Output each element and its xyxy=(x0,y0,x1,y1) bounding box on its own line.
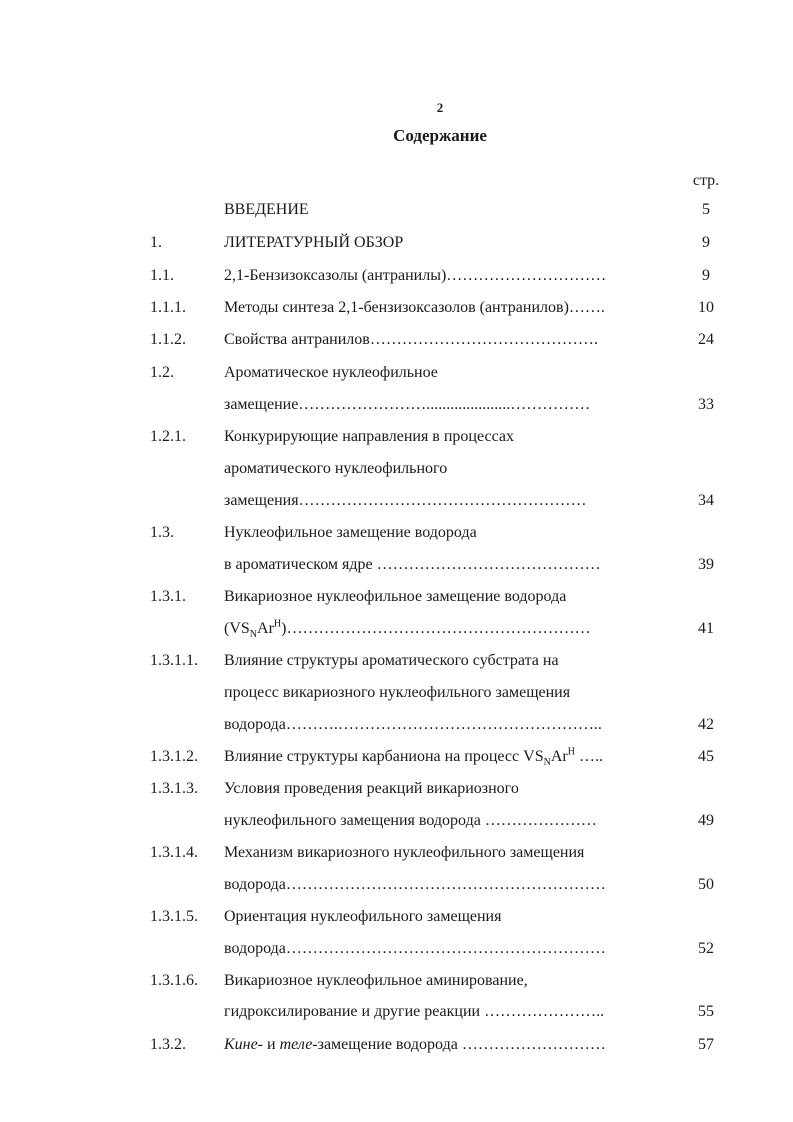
toc-entry xyxy=(150,328,750,352)
toc-entry xyxy=(150,521,750,545)
toc-entry-title: Влияние структуры ароматического субстрата на xyxy=(224,652,559,669)
toc-entry xyxy=(150,361,750,385)
toc-entry-number: 1.1.2. xyxy=(150,331,186,348)
toc-entry-title: водорода…………………………………………………… xyxy=(224,940,606,957)
toc-entry-title: процесс викариозного нуклеофильного замещения xyxy=(224,684,571,701)
toc-entry-number: 1.3.1.4. xyxy=(150,844,198,861)
toc-entry-number: 1.3.2. xyxy=(150,1036,186,1053)
toc-entry-page: 57 xyxy=(698,1036,714,1053)
page-title: Содержание xyxy=(393,126,487,145)
toc-entry-page: 45 xyxy=(698,748,714,765)
toc-entry-page: 41 xyxy=(698,620,714,637)
toc-entry-title: Нуклеофильное замещение водорода xyxy=(224,524,477,541)
toc-entry xyxy=(150,457,750,481)
toc-entry-number: 1.3.1.6. xyxy=(150,972,198,989)
toc-entry xyxy=(150,713,750,737)
toc-entry-page: 52 xyxy=(698,940,714,957)
toc-entry xyxy=(150,231,750,255)
toc-entry-number: 1.3.1.2. xyxy=(150,748,198,765)
toc-entry xyxy=(150,969,750,993)
toc-entry-title: Кине- и теле-замещение водорода ……………………… xyxy=(224,1036,606,1053)
toc-entry-title: замещения……………………………………………… xyxy=(224,492,587,509)
toc-entry-number: 1.1. xyxy=(150,267,174,284)
toc-entry xyxy=(150,841,750,865)
toc-entry xyxy=(150,585,750,609)
toc-entry-title: Свойства антранилов……………………………………. xyxy=(224,331,598,348)
toc-entry-title: $(VS_NAr^H)\dots\dots\dots\dots\dots\dots\dots\dots\dots\dots\dots\dots\dots\dots\dots\dots\dots\dots\dots$ xyxy=(224,618,591,641)
toc-entry-title: Конкурирующие направления в процессах xyxy=(224,428,514,445)
toc-entry-page: 33 xyxy=(698,396,714,413)
toc-entry-number: 1.3. xyxy=(150,524,174,541)
toc-entry-title: ароматического нуклеофильного xyxy=(224,460,448,477)
toc-entry xyxy=(150,617,750,641)
toc-entry xyxy=(150,937,750,961)
toc-entry xyxy=(150,553,750,577)
toc-entry xyxy=(150,425,750,449)
toc-entry-page: 9 xyxy=(702,234,710,251)
toc-entry xyxy=(150,1033,750,1057)
toc-entry-number: 1.3.1.1. xyxy=(150,652,198,669)
toc-entry xyxy=(150,649,750,673)
toc-entry-title: Ароматическое нуклеофильное xyxy=(224,364,438,381)
toc-entry xyxy=(150,296,750,320)
toc-entry-title: Викариозное нуклеофильное аминирование, xyxy=(224,972,528,989)
toc-entry-title: в ароматическом ядре …………………………………… xyxy=(224,556,601,573)
toc-entry-page: 50 xyxy=(698,876,714,893)
toc-entry-page: 9 xyxy=(702,267,710,284)
page-column-label: стр. xyxy=(692,172,720,189)
toc-entry-title: ЛИТЕРАТУРНЫЙ ОБЗОР xyxy=(224,234,404,251)
toc-entry-title: Влияние структуры карбаниона на процесс $VS_NAr^H$ ….. xyxy=(224,746,603,769)
toc-entry xyxy=(150,264,750,288)
toc-entry-number: 1.3.1. xyxy=(150,588,186,605)
toc-entry-page: 10 xyxy=(698,299,714,316)
toc-entry-title: Ориентация нуклеофильного замещения xyxy=(224,908,502,925)
toc-entry-number: 1. xyxy=(150,234,162,251)
toc-entry-page: 39 xyxy=(698,556,714,573)
toc-entry xyxy=(150,873,750,897)
page-number: 2 xyxy=(436,100,444,115)
toc-entry-title: Условия проведения реакций викариозного xyxy=(224,780,519,797)
toc-entry-title: замещение…………………….....................…………… xyxy=(224,396,591,413)
toc-entry-number: 1.2.1. xyxy=(150,428,186,445)
toc-entry xyxy=(150,777,750,801)
toc-entry xyxy=(150,489,750,513)
toc-entry-page: 49 xyxy=(698,812,714,829)
toc-entry-title: гидроксилирование и другие реакции ………………….. xyxy=(224,1003,605,1020)
toc-entry-number: 1.3.1.3. xyxy=(150,780,198,797)
toc-entry-title: водорода…………………………………………………… xyxy=(224,876,606,893)
toc-entry-page: 34 xyxy=(698,492,714,509)
toc-entry-page: 42 xyxy=(698,716,714,733)
toc-entry-number: 1.1.1. xyxy=(150,299,186,316)
toc-entry xyxy=(150,681,750,705)
toc-entry xyxy=(150,1000,750,1024)
toc-entry-title: ВВЕДЕНИЕ xyxy=(224,201,309,218)
toc-entry-page: 5 xyxy=(702,201,710,218)
toc-entry-title: нуклеофильного замещения водорода ………………… xyxy=(224,812,597,829)
toc-entry xyxy=(150,809,750,833)
toc-entry-title: Методы синтеза 2,1-бензизоксазолов (антранилов)……. xyxy=(224,299,605,316)
toc-entry-title: 2,1-Бензизоксазолы (антранилы)………………………… xyxy=(224,267,607,284)
toc-entry-number: 1.3.1.5. xyxy=(150,908,198,925)
toc-entry-title: Механизм викариозного нуклеофильного замещения xyxy=(224,844,585,861)
toc-entry-title: Викариозное нуклеофильное замещение водорода xyxy=(224,588,567,605)
toc-entry xyxy=(150,745,750,769)
toc-entry xyxy=(150,393,750,417)
toc-entry xyxy=(150,198,750,222)
toc-entry xyxy=(150,905,750,929)
toc-entry-page: 24 xyxy=(698,331,714,348)
toc-entry-number: 1.2. xyxy=(150,364,174,381)
toc-entry-title: водорода……….………………………………………….. xyxy=(224,716,602,733)
toc-entry-page: 55 xyxy=(698,1003,714,1020)
